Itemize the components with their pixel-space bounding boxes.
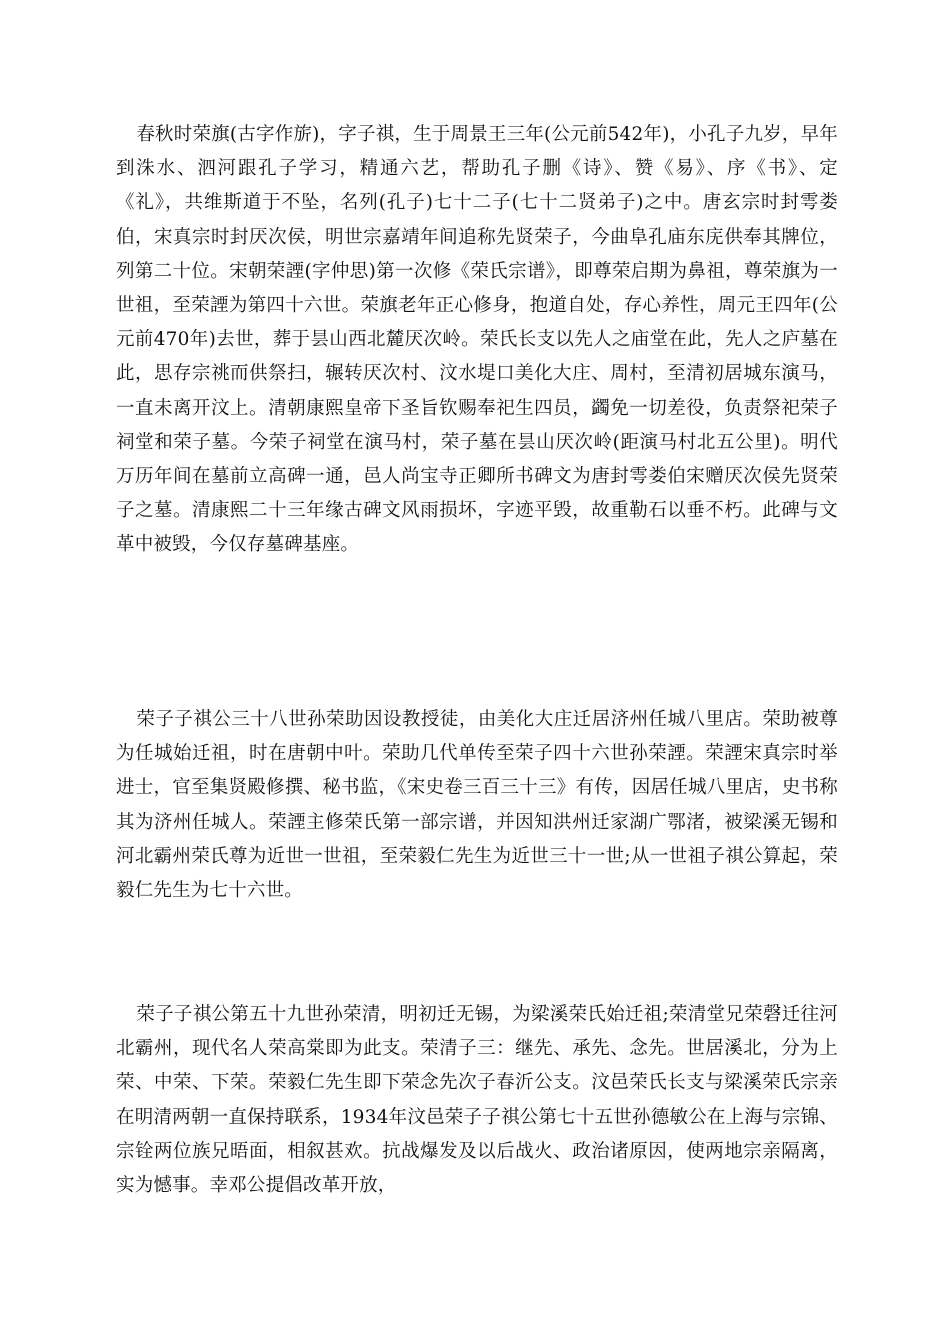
paragraph-rong-qi-biography: 春秋时荣旗(古字作旂)，字子祺，生于周景王三年(公元前542年)，小孔子九岁，早年到洙水、泗河跟孔子学习，精通六艺，帮助孔子删《诗》、赞《易》、序《书》、定《礼》，共维斯道于不坠，名列(孔子)七十二子(七十二贤弟子)之中。唐玄宗时封雩娄伯，宋真宗时封厌次侯，明世宗嘉靖年间追称先贤荣子，今曲阜孔庙东庑供奉其牌位，列第二十位。宋朝荣諲(字仲思)第一次修《荣氏宗谱》，即尊荣启期为鼻祖，尊荣旗为一世祖，至荣諲为第四十六世。荣旗老年正心修身，抱道自处，存心养性，周元王四年(公元前470年)去世，葬于昙山西北麓厌次岭。荣氏长支以先人之庙堂在此，先人之庐墓在此，思存宗祧而供祭扫，辗转厌次村、汶水堤口美化大庄、周村，至清初居城东演马，一直未离开汶上。清朝康熙皇帝下圣旨钦赐奉祀生四员，蠲免一切差役，负责祭祀荣子祠堂和荣子墓。今荣子祠堂在演马村，荣子墓在昙山厌次岭(距演马村北五公里)。明代万历年间在墓前立高碑一通，邑人尚宝寺正卿所书碑文为唐封雩娄伯宋赠厌次侯先贤荣子之墓。清康熙二十三年缘古碑文风雨损坏，字迹平毁，故重勒石以垂不朽。此碑与文革中被毁，今仅存墓碑基座。: [116, 124, 838, 556]
paragraph-rencheng-branch: 荣子子祺公三十八世孙荣助因设教授徒，由美化大庄迁居济州任城八里店。荣助被尊为任城始迁祖，时在唐朝中叶。荣助几代单传至荣子四十六世孙荣諲。荣諲宋真宗时举进士，官至集贤殿修撰、秘书监，《宋史卷三百三十三》有传，因居任城八里店，史书称其为济州任城人。荣諲主修荣氏第一部宗谱，并因知洪州迁家湖广鄂渚，被梁溪无锡和河北霸州荣氏尊为近世一世祖，至荣毅仁先生为近世三十一世;从一世祖子祺公算起，荣毅仁先生为七十六世。: [116, 709, 838, 902]
paragraph-liangxi-branch: 荣子子祺公第五十九世孙荣清，明初迁无锡，为梁溪荣氏始迁祖;荣清堂兄荣磬迁往河北霸州，现代名人荣高棠即为此支。荣清子三：继先、承先、念先。世居溪北，分为上荣、中荣、下荣。荣毅仁先生即下荣念先次子春沂公支。汶邑荣氏长支与梁溪荣氏宗亲在明清两朝一直保持联系，1934年汶邑荣子子祺公第七十五世孙德敏公在上海与宗锦、宗铨两位族兄晤面，相叙甚欢。抗战爆发及以后战火、政治诸原因，使两地宗亲隔离，实为憾事。幸邓公提倡改革开放，: [116, 1004, 838, 1197]
